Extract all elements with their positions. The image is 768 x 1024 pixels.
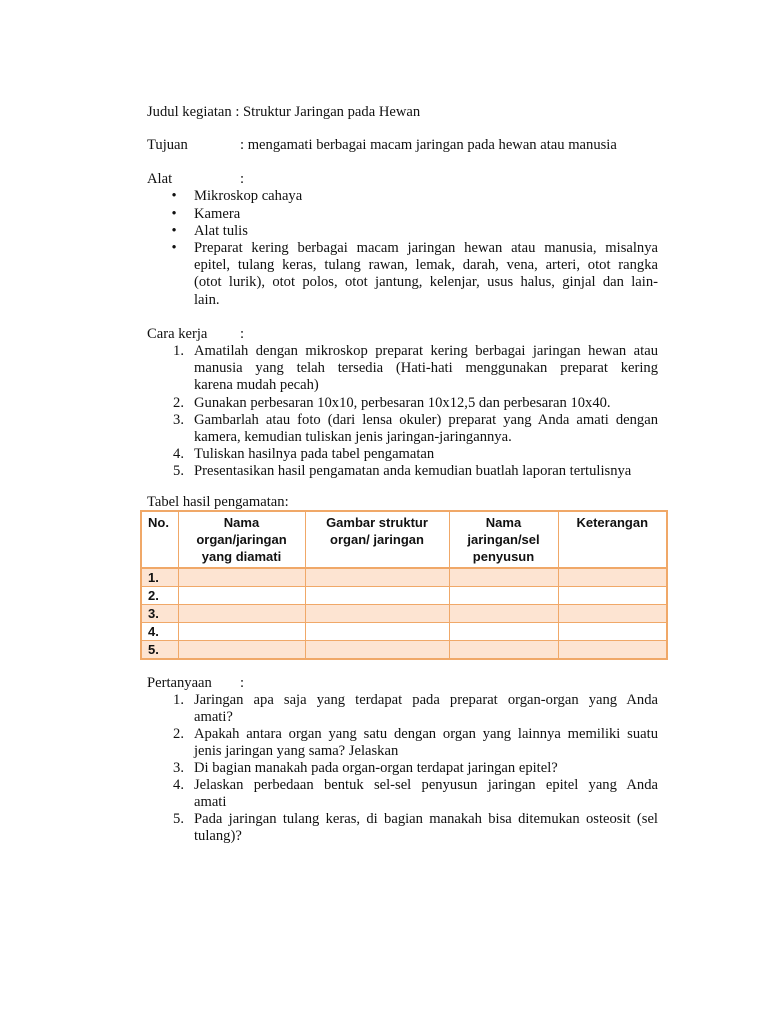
text-line: karena mudah pecah) bbox=[194, 377, 319, 394]
table-cell[interactable] bbox=[449, 568, 558, 587]
text-line: amati? bbox=[194, 709, 233, 726]
activity-title: Judul kegiatan : Struktur Jaringan pada Hewan bbox=[147, 104, 421, 120]
table-header-row bbox=[141, 511, 667, 568]
objective-label: Tujuan bbox=[147, 137, 188, 153]
tools-item-preparat bbox=[194, 240, 658, 309]
text-line: lain. bbox=[194, 291, 220, 308]
procedure-label: Cara kerja bbox=[147, 326, 208, 342]
table-row bbox=[141, 587, 667, 605]
step-text: Tuliskan hasilnya pada tabel pengamatan bbox=[194, 446, 435, 462]
text-line: Jaringan apa saja yang terdapat pada preparat organ-organ yang Anda bbox=[194, 692, 658, 708]
row-number: 1. bbox=[141, 568, 178, 587]
table-cell[interactable] bbox=[178, 587, 305, 605]
table-cell[interactable] bbox=[449, 641, 558, 660]
table-cell[interactable] bbox=[178, 623, 305, 641]
text-line: epitel, tulang keras, tulang rawan, lemak, darah, vena, arteri, otot rangka bbox=[194, 257, 658, 274]
text-line: jenis jaringan yang sama? Jelaskan bbox=[194, 743, 399, 760]
step-number: 2. bbox=[173, 395, 184, 411]
tools-item: Kamera bbox=[194, 206, 241, 222]
step-number: 1. bbox=[173, 343, 184, 359]
question-text bbox=[194, 777, 658, 811]
question-number: 1. bbox=[173, 692, 184, 708]
step-number: 3. bbox=[173, 412, 184, 428]
step-text bbox=[194, 412, 658, 446]
question-number: 5. bbox=[173, 811, 184, 827]
question-number: 3. bbox=[173, 760, 184, 776]
table-cell[interactable] bbox=[558, 605, 667, 623]
text-line: Gambarlah atau foto (dari lensa okuler) preparat yang Anda amati dengan bbox=[194, 412, 658, 428]
text-line: Amatilah dengan mikroskop preparat kering berbagai jaringan hewan atau bbox=[194, 343, 658, 359]
text-line: (otot lurik), otot polos, otot jantung, kelenjar, usus halus, ginjal dan lain- bbox=[194, 274, 658, 291]
row-number: 3. bbox=[141, 605, 178, 623]
table-cell[interactable] bbox=[558, 641, 667, 660]
table-cell[interactable] bbox=[558, 568, 667, 587]
table-cell[interactable] bbox=[305, 641, 449, 660]
question-text bbox=[194, 811, 658, 845]
table-cell[interactable] bbox=[449, 587, 558, 605]
bullet-icon: • bbox=[171, 240, 177, 256]
header-notes: Keterangan bbox=[558, 511, 667, 568]
question-text: Di bagian manakah pada organ-organ terdapat jaringan epitel? bbox=[194, 760, 558, 776]
tools-colon: : bbox=[240, 171, 245, 187]
tools-item: Alat tulis bbox=[194, 223, 248, 239]
text-line: kamera, kemudian tuliskan jenis jaringan-jaringannya. bbox=[194, 429, 512, 446]
header-structure-drawing: Gambar struktur organ/ jaringan bbox=[305, 511, 449, 568]
step-number: 4. bbox=[173, 446, 184, 462]
header-no: No. bbox=[141, 511, 178, 568]
text-line: manusia yang telah tersedia (Hati-hati menggunakan preparat kering bbox=[194, 360, 658, 377]
row-number: 4. bbox=[141, 623, 178, 641]
table-cell[interactable] bbox=[449, 605, 558, 623]
bullet-icon: • bbox=[171, 223, 177, 239]
bullet-icon: • bbox=[171, 206, 177, 222]
bullet-icon: • bbox=[171, 188, 177, 204]
row-number: 2. bbox=[141, 587, 178, 605]
table-row bbox=[141, 605, 667, 623]
table-cell[interactable] bbox=[178, 568, 305, 587]
question-number: 4. bbox=[173, 777, 184, 793]
text-line: Pada jaringan tulang keras, di bagian manakah bisa ditemukan osteosit (sel bbox=[194, 811, 658, 827]
question-text bbox=[194, 692, 658, 726]
step-text: Presentasikan hasil pengamatan anda kemudian buatlah laporan tertulisnya bbox=[194, 463, 632, 479]
table-cell[interactable] bbox=[178, 641, 305, 660]
table-cell[interactable] bbox=[558, 623, 667, 641]
tools-item: Mikroskop cahaya bbox=[194, 188, 303, 204]
table-row bbox=[141, 623, 667, 641]
text-line: amati bbox=[194, 794, 227, 811]
table-caption: Tabel hasil pengamatan: bbox=[147, 494, 289, 510]
tools-label: Alat bbox=[147, 171, 173, 187]
questions-colon: : bbox=[240, 675, 245, 691]
text-line: Preparat kering berbagai macam jaringan hewan atau manusia, misalnya bbox=[194, 240, 658, 256]
step-number: 5. bbox=[173, 463, 184, 479]
text-line: tulang)? bbox=[194, 828, 242, 845]
table-cell[interactable] bbox=[305, 605, 449, 623]
observation-table bbox=[140, 510, 668, 660]
table-cell[interactable] bbox=[178, 605, 305, 623]
text-line: Jelaskan perbedaan bentuk sel-sel penyusun jaringan epitel yang Anda bbox=[194, 777, 658, 793]
table-cell[interactable] bbox=[449, 623, 558, 641]
table-row bbox=[141, 641, 667, 660]
questions-label: Pertanyaan bbox=[147, 675, 212, 691]
table-row bbox=[141, 568, 667, 587]
question-text bbox=[194, 726, 658, 760]
header-tissue-name: Nama jaringan/sel penyusun bbox=[449, 511, 558, 568]
question-number: 2. bbox=[173, 726, 184, 742]
procedure-colon: : bbox=[240, 326, 245, 342]
row-number: 5. bbox=[141, 641, 178, 660]
text-line: Apakah antara organ yang satu dengan organ yang lainnya memiliki suatu bbox=[194, 726, 658, 742]
step-text: Gunakan perbesaran 10x10, perbesaran 10x12,5 dan perbesaran 10x40. bbox=[194, 395, 611, 411]
objective-text: : mengamati berbagai macam jaringan pada hewan atau manusia bbox=[240, 137, 617, 153]
table-cell[interactable] bbox=[305, 568, 449, 587]
table-cell[interactable] bbox=[558, 587, 667, 605]
table-cell[interactable] bbox=[305, 623, 449, 641]
step-text bbox=[194, 343, 658, 395]
table-cell[interactable] bbox=[305, 587, 449, 605]
header-organ: Nama organ/jaringan yang diamati bbox=[178, 511, 305, 568]
